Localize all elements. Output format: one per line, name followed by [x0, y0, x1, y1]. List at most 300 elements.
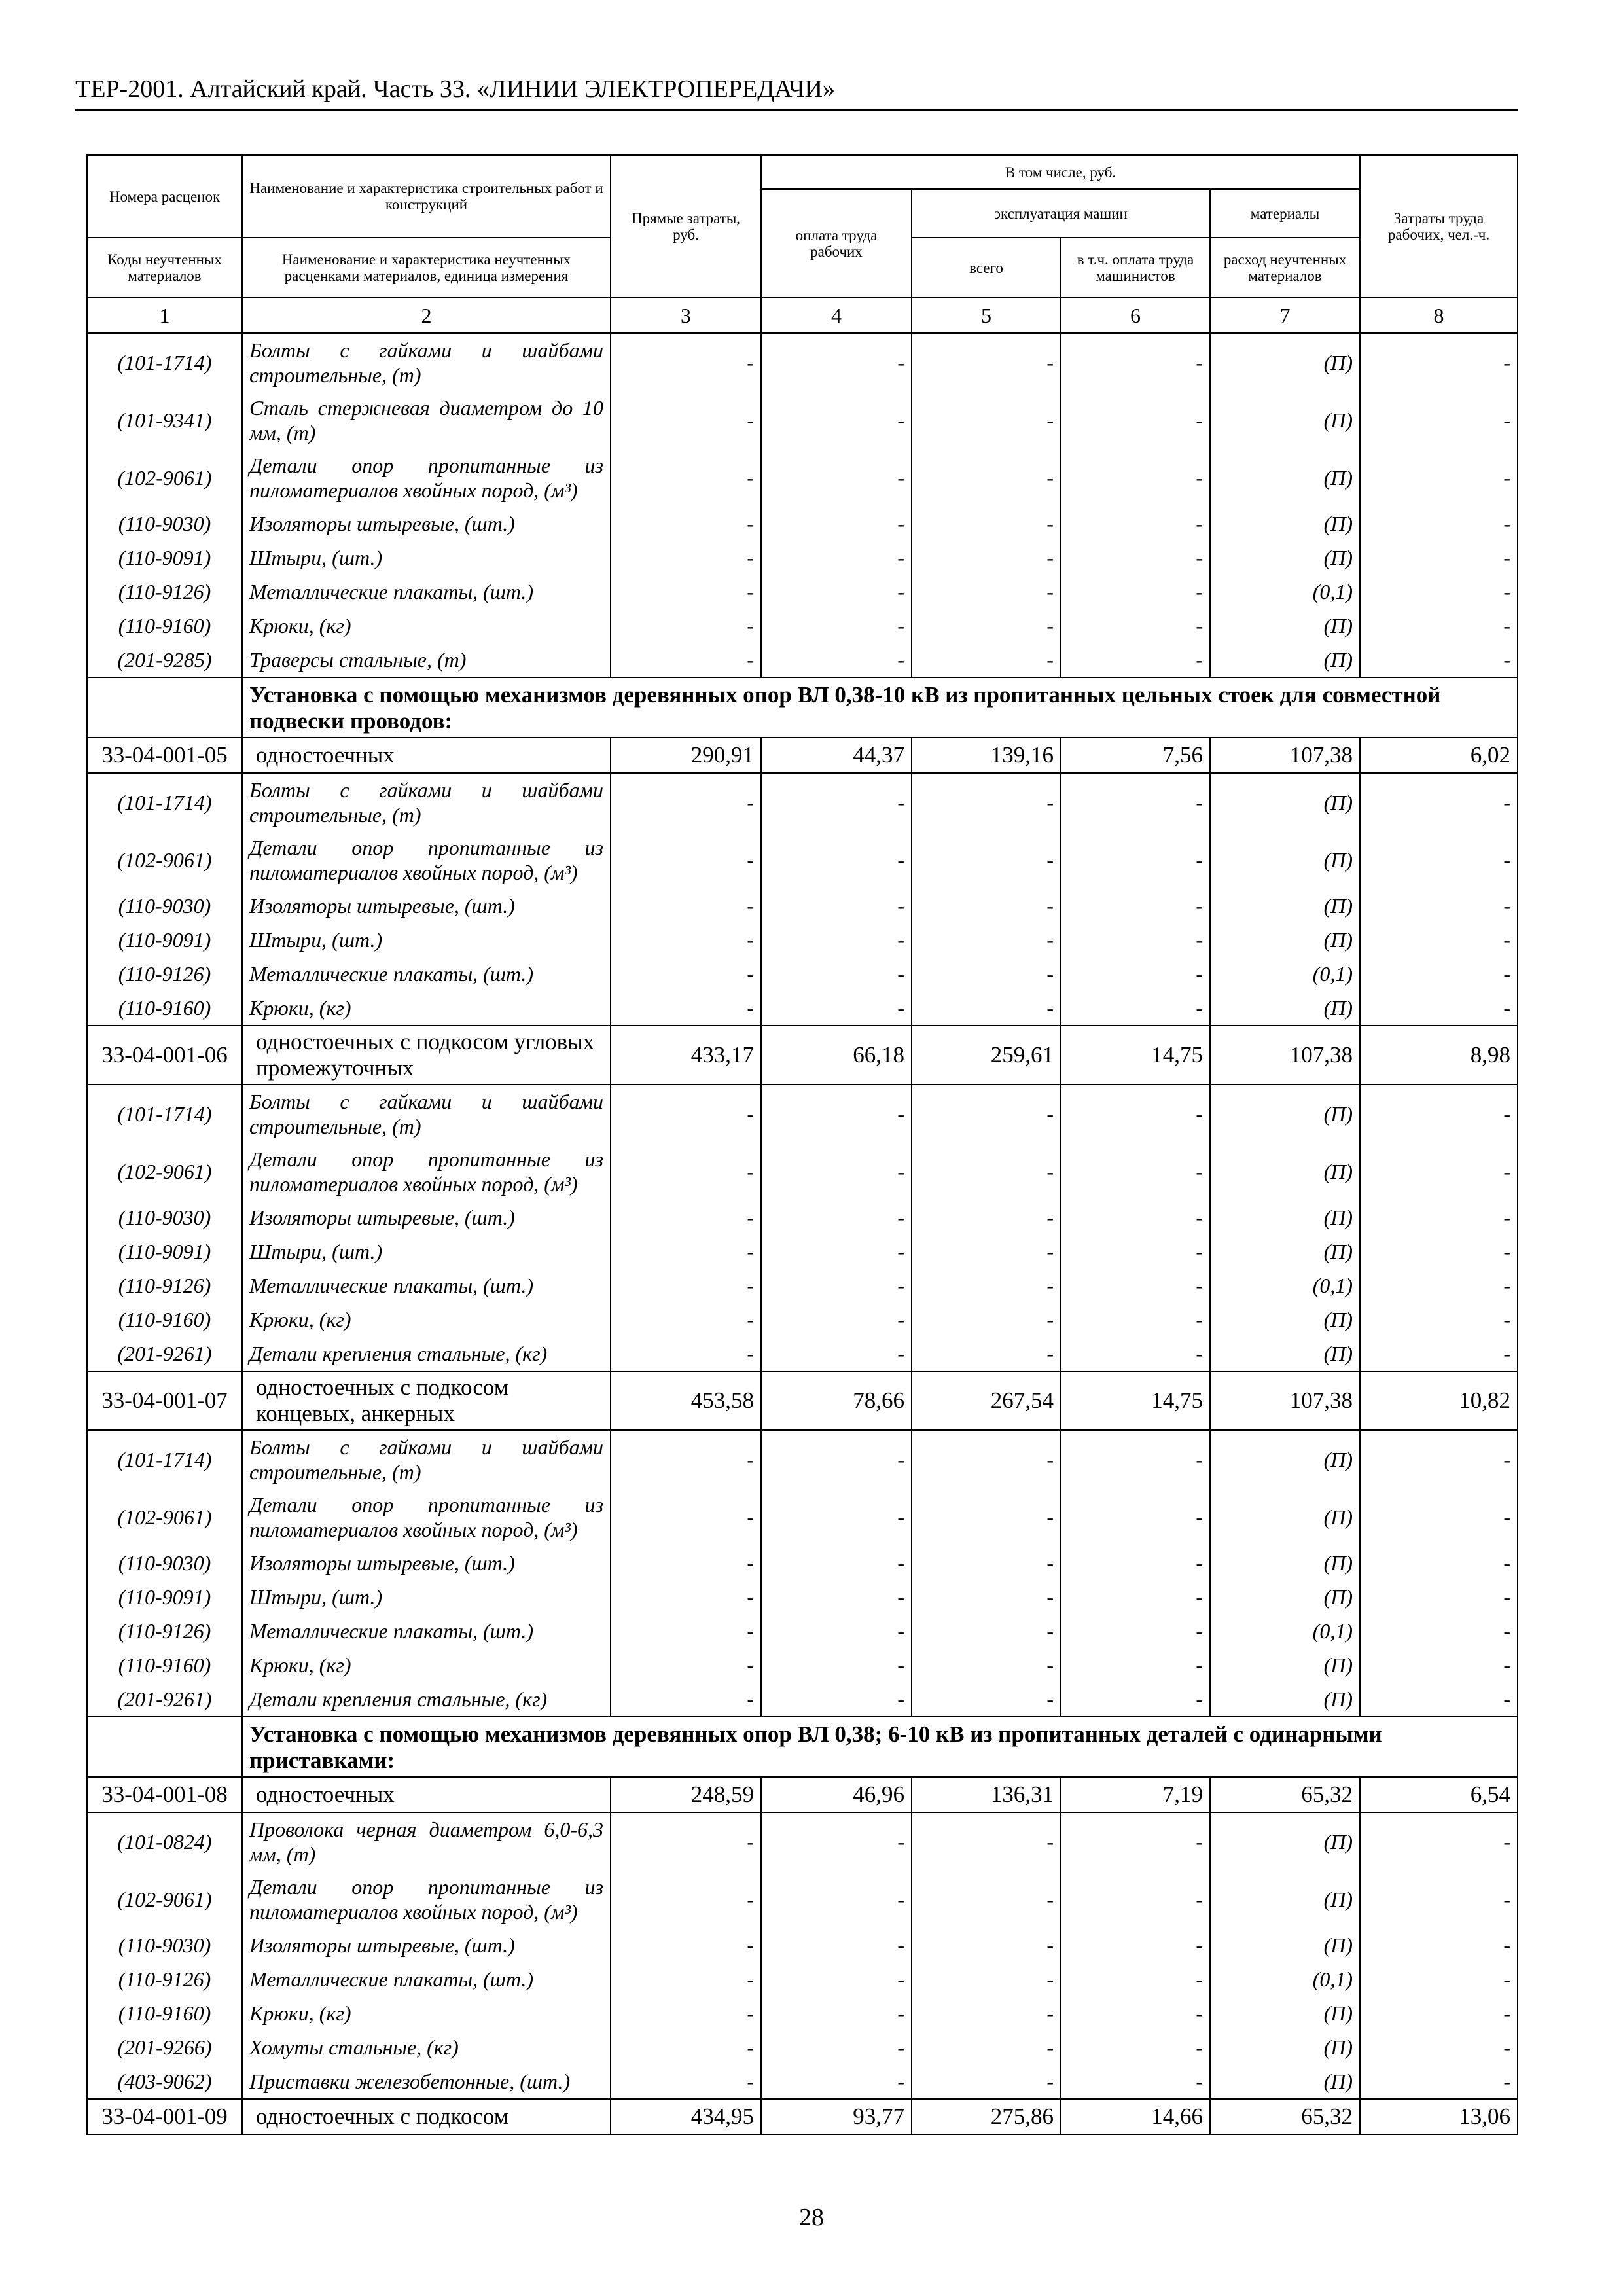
material-row — [87, 1996, 1518, 2030]
empty-value-dash: - — [912, 643, 1061, 677]
empty-value-dash: - — [1061, 2064, 1210, 2099]
header-machines-total: всего — [912, 238, 1061, 298]
column-number: 2 — [242, 298, 611, 333]
material-row — [87, 1812, 1518, 1871]
empty-value-dash: - — [1061, 575, 1210, 609]
empty-value-dash: - — [1360, 773, 1518, 831]
material-code: (110-9091) — [87, 541, 242, 575]
empty-value-dash: - — [1061, 1234, 1210, 1268]
labor-costs-value: 13,06 — [1360, 2099, 1518, 2134]
machinist-pay-value: 14,75 — [1061, 1026, 1210, 1085]
material-row — [87, 1234, 1518, 1268]
empty-value-dash: - — [1061, 831, 1210, 889]
header-labor-costs: Затраты труда рабочих, чел.-ч. — [1360, 155, 1518, 298]
rates-table-wrapper — [86, 154, 1517, 2135]
empty-value-dash: - — [761, 333, 912, 391]
empty-value-dash: - — [1061, 391, 1210, 449]
empty-value-dash: - — [761, 609, 912, 643]
machines-total-value: 259,61 — [912, 1026, 1061, 1085]
empty-value-dash: - — [1360, 2030, 1518, 2064]
material-consumption: (П) — [1210, 831, 1360, 889]
material-consumption: (П) — [1210, 889, 1360, 923]
empty-value-dash: - — [761, 991, 912, 1026]
empty-value-dash: - — [1360, 575, 1518, 609]
worker-pay-value: 66,18 — [761, 1026, 912, 1085]
empty-value-dash: - — [1061, 889, 1210, 923]
empty-value-dash: - — [912, 1268, 1061, 1302]
machinist-pay-value: 14,66 — [1061, 2099, 1210, 2134]
rates-table — [86, 154, 1518, 2135]
material-code: (201-9261) — [87, 1682, 242, 1717]
empty-value-dash: - — [611, 1302, 761, 1336]
empty-value-dash: - — [1061, 1996, 1210, 2030]
material-row — [87, 2030, 1518, 2064]
empty-value-dash: - — [611, 1336, 761, 1371]
empty-value-dash: - — [1360, 1234, 1518, 1268]
rate-name: одностоечных — [242, 1777, 611, 1812]
empty-value-dash: - — [912, 1488, 1061, 1546]
material-row — [87, 643, 1518, 677]
empty-value-dash: - — [761, 1614, 912, 1648]
empty-value-dash: - — [611, 1962, 761, 1996]
section-heading: Установка с помощью механизмов деревянных опор ВЛ 0,38-10 кВ из пропитанных цельных стоек для совместной подвески проводов: — [242, 677, 1518, 738]
empty-value-dash: - — [1360, 1302, 1518, 1336]
material-code: (101-1714) — [87, 333, 242, 391]
empty-value-dash: - — [1360, 1682, 1518, 1717]
empty-value-dash: - — [761, 1268, 912, 1302]
empty-value-dash: - — [1360, 991, 1518, 1026]
empty-value-dash: - — [912, 1336, 1061, 1371]
empty-value-dash: - — [611, 2030, 761, 2064]
page-header — [75, 73, 1518, 111]
empty-value-dash: - — [611, 1812, 761, 1871]
empty-value-dash: - — [611, 957, 761, 991]
material-name: Штыри, (шт.) — [242, 923, 611, 957]
material-code: (101-9341) — [87, 391, 242, 449]
materials-value: 65,32 — [1210, 2099, 1360, 2134]
empty-value-dash: - — [611, 449, 761, 507]
empty-value-dash: - — [761, 923, 912, 957]
material-consumption: (0,1) — [1210, 1268, 1360, 1302]
empty-value-dash: - — [912, 1682, 1061, 1717]
empty-value-dash: - — [611, 1648, 761, 1682]
labor-costs-value: 6,02 — [1360, 738, 1518, 773]
material-code: (201-9266) — [87, 2030, 242, 2064]
empty-value-dash: - — [761, 773, 912, 831]
empty-value-dash: - — [761, 2064, 912, 2099]
material-row — [87, 991, 1518, 1026]
empty-value-dash: - — [1360, 831, 1518, 889]
material-row — [87, 391, 1518, 449]
material-row — [87, 1143, 1518, 1200]
empty-value-dash: - — [912, 1648, 1061, 1682]
section-spacer-cell — [87, 677, 242, 738]
material-name: Штыри, (шт.) — [242, 1580, 611, 1614]
empty-value-dash: - — [912, 507, 1061, 541]
material-name: Крюки, (кг) — [242, 1996, 611, 2030]
empty-value-dash: - — [1061, 991, 1210, 1026]
empty-value-dash: - — [761, 541, 912, 575]
material-code: (201-9261) — [87, 1336, 242, 1371]
direct-costs-value: 453,58 — [611, 1371, 761, 1430]
material-name: Болты с гайками и шайбами строительные, (т) — [242, 1430, 611, 1488]
empty-value-dash: - — [912, 1812, 1061, 1871]
material-name: Детали опор пропитанные из пиломатериалов хвойных пород, (м³) — [242, 831, 611, 889]
direct-costs-value: 248,59 — [611, 1777, 761, 1812]
empty-value-dash: - — [1360, 541, 1518, 575]
empty-value-dash: - — [611, 391, 761, 449]
empty-value-dash: - — [912, 2030, 1061, 2064]
material-row — [87, 1546, 1518, 1580]
material-consumption: (П) — [1210, 1085, 1360, 1143]
empty-value-dash: - — [1360, 1871, 1518, 1928]
material-consumption: (П) — [1210, 643, 1360, 677]
material-consumption: (П) — [1210, 1682, 1360, 1717]
rate-name: одностоечных — [242, 738, 611, 773]
material-name: Траверсы стальные, (т) — [242, 643, 611, 677]
material-name: Штыри, (шт.) — [242, 1234, 611, 1268]
empty-value-dash: - — [761, 889, 912, 923]
material-name: Крюки, (кг) — [242, 1648, 611, 1682]
empty-value-dash: - — [761, 1871, 912, 1928]
empty-value-dash: - — [1061, 1682, 1210, 1717]
worker-pay-value: 46,96 — [761, 1777, 912, 1812]
material-name: Металлические плакаты, (шт.) — [242, 1962, 611, 1996]
empty-value-dash: - — [1061, 1268, 1210, 1302]
material-name: Приставки железобетонные, (шт.) — [242, 2064, 611, 2099]
material-row — [87, 1928, 1518, 1962]
material-consumption: (П) — [1210, 609, 1360, 643]
empty-value-dash: - — [611, 1430, 761, 1488]
section-heading-row — [87, 677, 1518, 738]
section-heading: Установка с помощью механизмов деревянных опор ВЛ 0,38; 6-10 кВ из пропитанных деталей с одинарными приставками: — [242, 1717, 1518, 1777]
empty-value-dash: - — [1061, 1546, 1210, 1580]
rate-row — [87, 2099, 1518, 2134]
empty-value-dash: - — [1360, 333, 1518, 391]
machines-total-value: 267,54 — [912, 1371, 1061, 1430]
empty-value-dash: - — [1061, 1143, 1210, 1200]
direct-costs-value: 433,17 — [611, 1026, 761, 1085]
column-number: 3 — [611, 298, 761, 333]
empty-value-dash: - — [761, 449, 912, 507]
empty-value-dash: - — [761, 1430, 912, 1488]
empty-value-dash: - — [761, 1648, 912, 1682]
empty-value-dash: - — [1061, 609, 1210, 643]
material-row — [87, 1268, 1518, 1302]
material-consumption: (0,1) — [1210, 575, 1360, 609]
empty-value-dash: - — [912, 1085, 1061, 1143]
material-name: Крюки, (кг) — [242, 1302, 611, 1336]
material-name: Металлические плакаты, (шт.) — [242, 575, 611, 609]
empty-value-dash: - — [1360, 1085, 1518, 1143]
material-consumption: (П) — [1210, 1430, 1360, 1488]
material-row — [87, 889, 1518, 923]
material-code: (110-9160) — [87, 991, 242, 1026]
empty-value-dash: - — [1061, 2030, 1210, 2064]
material-code: (110-9160) — [87, 1648, 242, 1682]
materials-value: 65,32 — [1210, 1777, 1360, 1812]
material-code: (110-9160) — [87, 609, 242, 643]
material-consumption: (П) — [1210, 1812, 1360, 1871]
empty-value-dash: - — [1360, 1614, 1518, 1648]
empty-value-dash: - — [912, 957, 1061, 991]
header-material-codes: Коды неучтенных материалов — [87, 238, 242, 298]
material-row — [87, 609, 1518, 643]
empty-value-dash: - — [912, 1996, 1061, 2030]
rate-row — [87, 1026, 1518, 1085]
machinist-pay-value: 7,19 — [1061, 1777, 1210, 1812]
empty-value-dash: - — [912, 1614, 1061, 1648]
empty-value-dash: - — [761, 1085, 912, 1143]
empty-value-dash: - — [1061, 1085, 1210, 1143]
empty-value-dash: - — [761, 957, 912, 991]
material-consumption: (П) — [1210, 923, 1360, 957]
header-including: В том числе, руб. — [761, 155, 1360, 189]
empty-value-dash: - — [1360, 957, 1518, 991]
empty-value-dash: - — [761, 1928, 912, 1962]
section-spacer-cell — [87, 1717, 242, 1777]
empty-value-dash: - — [1360, 923, 1518, 957]
material-name: Хомуты стальные, (кг) — [242, 2030, 611, 2064]
header-unaccounted-materials: расход неучтенных материалов — [1210, 238, 1360, 298]
empty-value-dash: - — [611, 1996, 761, 2030]
direct-costs-value: 290,91 — [611, 738, 761, 773]
material-row — [87, 1871, 1518, 1928]
empty-value-dash: - — [912, 391, 1061, 449]
empty-value-dash: - — [611, 1546, 761, 1580]
empty-value-dash: - — [912, 449, 1061, 507]
empty-value-dash: - — [1061, 1430, 1210, 1488]
empty-value-dash: - — [761, 1812, 912, 1871]
material-code: (102-9061) — [87, 831, 242, 889]
material-row — [87, 1580, 1518, 1614]
materials-value: 107,38 — [1210, 1371, 1360, 1430]
material-consumption: (0,1) — [1210, 1962, 1360, 1996]
empty-value-dash: - — [611, 1085, 761, 1143]
material-name: Изоляторы штыревые, (шт.) — [242, 1546, 611, 1580]
empty-value-dash: - — [611, 991, 761, 1026]
material-name: Проволока черная диаметром 6,0-6,3 мм, (т) — [242, 1812, 611, 1871]
material-row — [87, 1614, 1518, 1648]
empty-value-dash: - — [912, 773, 1061, 831]
material-code: (110-9126) — [87, 957, 242, 991]
worker-pay-value: 93,77 — [761, 2099, 912, 2134]
empty-value-dash: - — [1360, 507, 1518, 541]
material-consumption: (П) — [1210, 1234, 1360, 1268]
empty-value-dash: - — [912, 1143, 1061, 1200]
material-code: (110-9126) — [87, 1614, 242, 1648]
empty-value-dash: - — [1061, 1488, 1210, 1546]
material-name: Изоляторы штыревые, (шт.) — [242, 889, 611, 923]
material-name: Детали опор пропитанные из пиломатериалов хвойных пород, (м³) — [242, 1488, 611, 1546]
empty-value-dash: - — [912, 1928, 1061, 1962]
empty-value-dash: - — [1360, 1546, 1518, 1580]
material-row — [87, 1430, 1518, 1488]
material-consumption: (П) — [1210, 449, 1360, 507]
material-consumption: (П) — [1210, 1336, 1360, 1371]
material-name: Металлические плакаты, (шт.) — [242, 957, 611, 991]
material-code: (101-0824) — [87, 1812, 242, 1871]
material-name: Крюки, (кг) — [242, 991, 611, 1026]
empty-value-dash: - — [761, 1234, 912, 1268]
empty-value-dash: - — [912, 1546, 1061, 1580]
empty-value-dash: - — [761, 1996, 912, 2030]
header-rate-numbers: Номера расценок — [87, 155, 242, 238]
empty-value-dash: - — [611, 831, 761, 889]
labor-costs-value: 6,54 — [1360, 1777, 1518, 1812]
material-name: Штыри, (шт.) — [242, 541, 611, 575]
empty-value-dash: - — [611, 889, 761, 923]
material-row — [87, 923, 1518, 957]
material-code: (110-9091) — [87, 923, 242, 957]
empty-value-dash: - — [912, 831, 1061, 889]
material-code: (110-9091) — [87, 1234, 242, 1268]
empty-value-dash: - — [761, 1302, 912, 1336]
labor-costs-value: 10,82 — [1360, 1371, 1518, 1430]
document-title: ТЕР-2001. Алтайский край. Часть 33. «ЛИНИИ ЭЛЕКТРОПЕРЕДАЧИ» — [75, 75, 835, 103]
empty-value-dash: - — [1360, 2064, 1518, 2099]
empty-value-dash: - — [611, 541, 761, 575]
column-number: 7 — [1210, 298, 1360, 333]
empty-value-dash: - — [1061, 1962, 1210, 1996]
material-consumption: (П) — [1210, 1302, 1360, 1336]
header-worker-pay: оплата труда рабочих — [761, 189, 912, 298]
empty-value-dash: - — [611, 575, 761, 609]
material-code: (101-1714) — [87, 773, 242, 831]
empty-value-dash: - — [1360, 889, 1518, 923]
machines-total-value: 139,16 — [912, 738, 1061, 773]
empty-value-dash: - — [761, 2030, 912, 2064]
empty-value-dash: - — [1061, 1580, 1210, 1614]
empty-value-dash: - — [912, 575, 1061, 609]
material-code: (110-9030) — [87, 1928, 242, 1962]
empty-value-dash: - — [1061, 1928, 1210, 1962]
header-direct-costs: Прямые затраты, руб. — [611, 155, 761, 298]
empty-value-dash: - — [611, 1614, 761, 1648]
empty-value-dash: - — [1360, 1962, 1518, 1996]
material-row — [87, 773, 1518, 831]
material-consumption: (П) — [1210, 391, 1360, 449]
page-number: 28 — [799, 2204, 824, 2231]
empty-value-dash: - — [761, 643, 912, 677]
materials-value: 107,38 — [1210, 1026, 1360, 1085]
worker-pay-value: 78,66 — [761, 1371, 912, 1430]
material-code: (102-9061) — [87, 1488, 242, 1546]
material-consumption: (0,1) — [1210, 1614, 1360, 1648]
material-code: (110-9160) — [87, 1302, 242, 1336]
material-row — [87, 333, 1518, 391]
empty-value-dash: - — [611, 643, 761, 677]
header-machine-operation: эксплуатация машин — [912, 189, 1210, 238]
column-number: 5 — [912, 298, 1061, 333]
material-row — [87, 957, 1518, 991]
material-code: (110-9126) — [87, 1268, 242, 1302]
empty-value-dash: - — [1061, 541, 1210, 575]
material-row — [87, 2064, 1518, 2099]
material-consumption: (П) — [1210, 541, 1360, 575]
material-consumption: (П) — [1210, 773, 1360, 831]
material-name: Изоляторы штыревые, (шт.) — [242, 507, 611, 541]
material-consumption: (П) — [1210, 2064, 1360, 2099]
header-materials: материалы — [1210, 189, 1360, 238]
material-consumption: (П) — [1210, 507, 1360, 541]
machines-total-value: 136,31 — [912, 1777, 1061, 1812]
empty-value-dash: - — [912, 609, 1061, 643]
machinist-pay-value: 14,75 — [1061, 1371, 1210, 1430]
empty-value-dash: - — [1061, 1302, 1210, 1336]
empty-value-dash: - — [1061, 1336, 1210, 1371]
column-numbers-row — [87, 298, 1518, 333]
material-name: Детали крепления стальные, (кг) — [242, 1682, 611, 1717]
empty-value-dash: - — [1360, 1648, 1518, 1682]
header-machinist-pay: в т.ч. оплата труда машинистов — [1061, 238, 1210, 298]
empty-value-dash: - — [611, 773, 761, 831]
material-name: Болты с гайками и шайбами строительные, (т) — [242, 333, 611, 391]
material-consumption: (П) — [1210, 333, 1360, 391]
empty-value-dash: - — [761, 1143, 912, 1200]
material-consumption: (П) — [1210, 1143, 1360, 1200]
empty-value-dash: - — [611, 1268, 761, 1302]
material-name: Детали опор пропитанные из пиломатериалов хвойных пород, (м³) — [242, 449, 611, 507]
material-row — [87, 1302, 1518, 1336]
machines-total-value: 275,86 — [912, 2099, 1061, 2134]
empty-value-dash: - — [611, 923, 761, 957]
rate-code: 33-04-001-05 — [87, 738, 242, 773]
rate-row — [87, 738, 1518, 773]
empty-value-dash: - — [761, 1682, 912, 1717]
header-material-names: Наименование и характеристика неучтенных расценками материалов, единица измерения — [242, 238, 611, 298]
empty-value-dash: - — [1061, 1871, 1210, 1928]
material-code: (101-1714) — [87, 1085, 242, 1143]
empty-value-dash: - — [611, 1143, 761, 1200]
material-consumption: (П) — [1210, 1200, 1360, 1234]
material-name: Болты с гайками и шайбами строительные, (т) — [242, 773, 611, 831]
empty-value-dash: - — [912, 923, 1061, 957]
empty-value-dash: - — [912, 1234, 1061, 1268]
empty-value-dash: - — [912, 1871, 1061, 1928]
material-row — [87, 1962, 1518, 1996]
empty-value-dash: - — [912, 2064, 1061, 2099]
empty-value-dash: - — [761, 1488, 912, 1546]
materials-value: 107,38 — [1210, 738, 1360, 773]
column-number: 8 — [1360, 298, 1518, 333]
material-row — [87, 831, 1518, 889]
material-row — [87, 575, 1518, 609]
rate-code: 33-04-001-09 — [87, 2099, 242, 2134]
empty-value-dash: - — [912, 1962, 1061, 1996]
material-code: (110-9126) — [87, 1962, 242, 1996]
empty-value-dash: - — [1061, 957, 1210, 991]
material-name: Изоляторы штыревые, (шт.) — [242, 1928, 611, 1962]
empty-value-dash: - — [1360, 1336, 1518, 1371]
material-consumption: (П) — [1210, 1871, 1360, 1928]
rate-row — [87, 1371, 1518, 1430]
empty-value-dash: - — [761, 1580, 912, 1614]
empty-value-dash: - — [1360, 1580, 1518, 1614]
empty-value-dash: - — [611, 609, 761, 643]
direct-costs-value: 434,95 — [611, 2099, 761, 2134]
material-name: Детали крепления стальные, (кг) — [242, 1336, 611, 1371]
empty-value-dash: - — [1360, 1996, 1518, 2030]
empty-value-dash: - — [761, 391, 912, 449]
material-name: Болты с гайками и шайбами строительные, (т) — [242, 1085, 611, 1143]
rate-name: одностоечных с подкосом концевых, анкерных — [242, 1371, 611, 1430]
empty-value-dash: - — [1061, 1200, 1210, 1234]
empty-value-dash: - — [611, 1200, 761, 1234]
material-code: (110-9030) — [87, 1200, 242, 1234]
empty-value-dash: - — [761, 575, 912, 609]
rate-code: 33-04-001-08 — [87, 1777, 242, 1812]
